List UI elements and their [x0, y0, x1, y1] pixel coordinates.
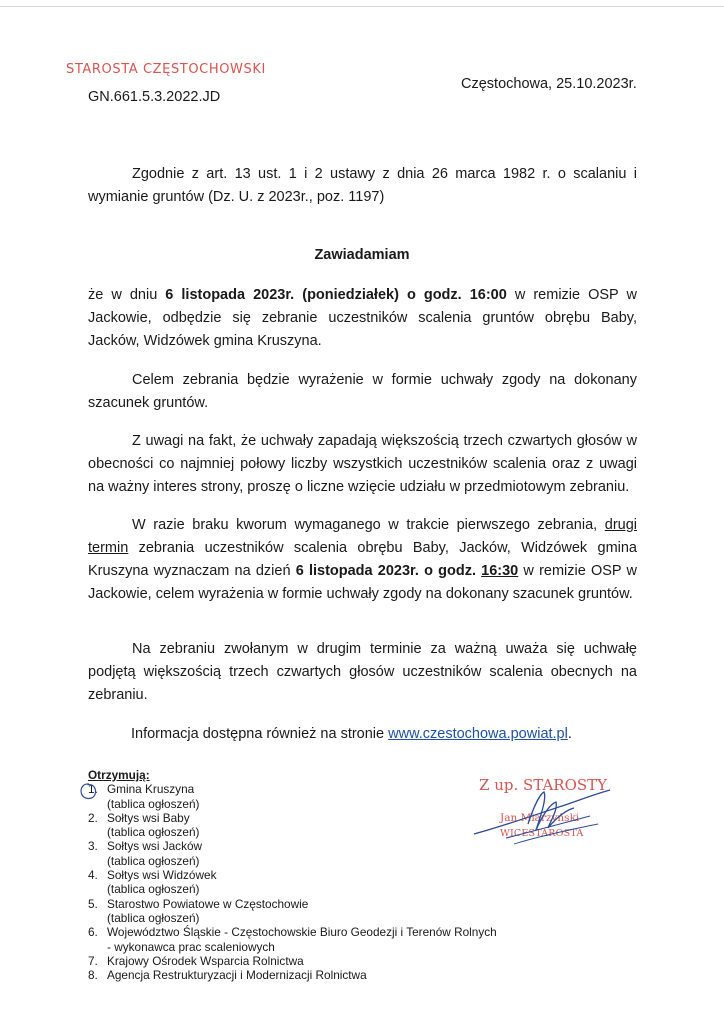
signature-name-stamp: Jan Miarzyński [500, 812, 580, 824]
recipient-item [88, 968, 497, 982]
reference-number: GN.661.5.3.2022.JD [88, 89, 221, 105]
recipient-note: - wykonawca prac scaleniowych [107, 939, 275, 954]
recipient-item [88, 868, 497, 897]
info-line [131, 726, 572, 742]
recipients-title: Otrzymują: [88, 768, 150, 782]
second-term-time: 16:30 [481, 563, 519, 579]
recipient-note: (tablica ogłoszeń) [107, 882, 200, 897]
info-end: . [567, 726, 572, 742]
legal-basis-paragraph: Zgodnie z art. 13 ust. 1 i 2 ustawy z dnia 26 marca 1982 r. o scalaniu i wymianie gruntów (Dz. U. z 2023r., poz. 1197) [88, 166, 637, 205]
signature-block [470, 772, 630, 862]
recipient-name: Sołtys wsi Jacków [107, 839, 203, 854]
meeting-date-bold: 6 listopada 2023r. (poniedziałek) o godz. 16:00 [165, 287, 507, 303]
recipient-number: 8. [88, 968, 98, 983]
recipient-name: Starostwo Powiatowe w Częstochowie [107, 896, 309, 911]
second-term-paragraph [88, 514, 637, 606]
purpose-paragraph: Celem zebrania będzie wyrażenie w formie uchwały zgody na dokonany szacunek gruntów. [88, 372, 637, 411]
recipient-item [88, 954, 497, 968]
recipient-name: Krajowy Ośrodek Wsparcia Rolnictwa [107, 953, 304, 968]
recipient-item [88, 839, 497, 868]
notice-prefix: że w dniu [88, 287, 166, 303]
recipient-item [88, 782, 497, 811]
recipient-note: (tablica ogłoszeń) [107, 853, 200, 868]
recipient-item [88, 811, 497, 840]
recipient-name: Sołtys wsi Widzówek [107, 868, 217, 883]
notice-suffix: w remizie OSP w Jackowie, odbędzie się zebranie uczestników scalenia gruntów obrębu Baby, Jacków, Widzówek gmina Kruszyna. [88, 287, 637, 349]
recipient-number: 7. [88, 953, 98, 968]
second-term-underlined: drugi termin [88, 517, 637, 556]
recipient-number: 1. [88, 782, 98, 797]
signature-zup-stamp: Z up. STAROSTY [479, 776, 608, 794]
second-term-part3: w remizie OSP w Jackowie, celem wyrażenia w formie uchwały zgody na dokonany szacunek gruntów. [88, 563, 637, 602]
scan-edge-line [0, 6, 724, 7]
website-link[interactable]: www.czestochowa.powiat.pl [388, 726, 568, 742]
recipient-number: 4. [88, 868, 98, 883]
handwritten-signature-icon [470, 772, 630, 862]
recipient-number: 6. [88, 925, 98, 940]
second-term-date-bold: 6 listopada 2023r. o godz. [295, 563, 482, 579]
second-term-part1: W razie braku kworum wymaganego w trakcie pierwszego zebrania, [132, 517, 605, 533]
handwritten-circle-mark [79, 782, 98, 801]
recipient-name: Agencja Restrukturyzacji i Modernizacji Rolnictwa [107, 968, 367, 983]
recipient-number: 3. [88, 839, 98, 854]
place-and-date: Częstochowa, 25.10.2023r. [461, 76, 637, 92]
recipient-name: Gmina Kruszyna [107, 782, 195, 797]
recipient-number: 5. [88, 896, 98, 911]
second-term-part2: zebrania uczestników scalenia obrębu Baby, Jacków, Widzówek gmina Kruszyna wyznaczam na dzień [88, 540, 637, 579]
recipient-note: (tablica ogłoszeń) [107, 910, 200, 925]
office-stamp: STAROSTA CZĘSTOCHOWSKI [66, 62, 266, 77]
signature-role-stamp: WICESTAROSTA [500, 828, 584, 839]
recipient-number: 2. [88, 810, 98, 825]
recipient-name: Województwo Śląskie - Częstochowskie Biuro Geodezji i Terenów Rolnych [107, 925, 497, 940]
notice-heading: Zawiadamiam [314, 247, 410, 263]
recipient-item [88, 897, 497, 926]
recipient-name: Sołtys wsi Baby [107, 810, 190, 825]
recipients-items [88, 782, 497, 982]
recipients-list [88, 768, 497, 982]
meeting-notice-paragraph [88, 284, 637, 353]
recipient-note: (tablica ogłoszeń) [107, 796, 200, 811]
quorum-paragraph: Z uwagi na fakt, że uchwały zapadają większością trzech czwartych głosów w obecności co najmniej połowy liczby wszystkich uczestników scalenia oraz z uwagi na ważny interes strony, proszę o liczne wzięcie udziału w przedmiotowym zebraniu. [88, 433, 637, 495]
recipient-note: (tablica ogłoszeń) [107, 825, 200, 840]
info-text: Informacja dostępna również na stronie [131, 726, 389, 742]
recipient-item [88, 925, 497, 954]
second-term-rule-paragraph: Na zebraniu zwołanym w drugim terminie za ważną uważa się uchwałę podjętą większością trzech czwartych głosów uczestników scalenia obecnych na zebraniu. [88, 641, 637, 703]
